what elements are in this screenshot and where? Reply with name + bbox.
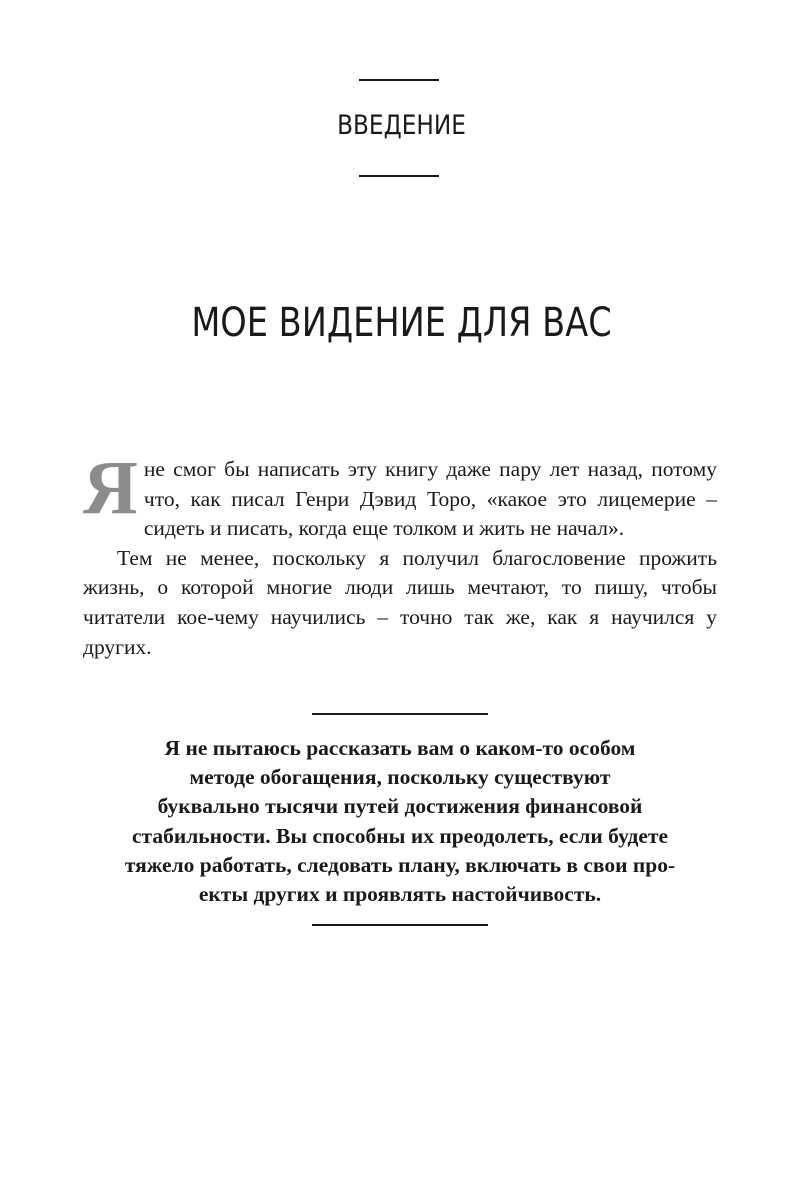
paragraph-1 — [83, 446, 717, 544]
drop-cap: Я — [83, 446, 138, 530]
paragraph-2: Тем не менее, поскольку я получил благословение прожить жизнь, о которой многие люди лишь мечтают, то пишу, чтобы читатели кое-чему научились – точно так же, как я научился у других. — [83, 545, 717, 659]
header-rule-top — [359, 79, 439, 81]
chapter-title: МОЕ ВИДЕНИЕ ДЛЯ ВАС — [191, 300, 612, 346]
pullquote-line: стабильности. Вы способны их преодолеть, если будете — [131, 823, 669, 848]
paragraph-1-text: не смог бы написать эту книгу даже пару лет назад, потому что, как писал Генри Дэвид Торо, «какое это лицемерие – сидеть и писать, когда еще толком и жить не начал». — [143, 457, 717, 541]
pullquote-rule-bottom — [312, 924, 488, 926]
pullquote — [100, 734, 700, 909]
pullquote-rule-top — [312, 713, 488, 715]
pullquote-line: методе обогащения, поскольку существуют — [189, 765, 611, 790]
section-label: ВВЕДЕНИЕ — [337, 110, 466, 141]
pullquote-line: тяжело работать, следовать плану, включать в свои про- — [124, 852, 676, 877]
pullquote-line: буквально тысячи путей достижения финансовой — [157, 794, 643, 819]
pullquote-line: Я не пытаюсь рассказать вам о каком-то особом — [164, 736, 636, 760]
header-rule-bottom — [359, 175, 439, 177]
body-text — [83, 446, 717, 662]
pullquote-line: екты других и проявлять настойчивость. — [198, 882, 602, 907]
